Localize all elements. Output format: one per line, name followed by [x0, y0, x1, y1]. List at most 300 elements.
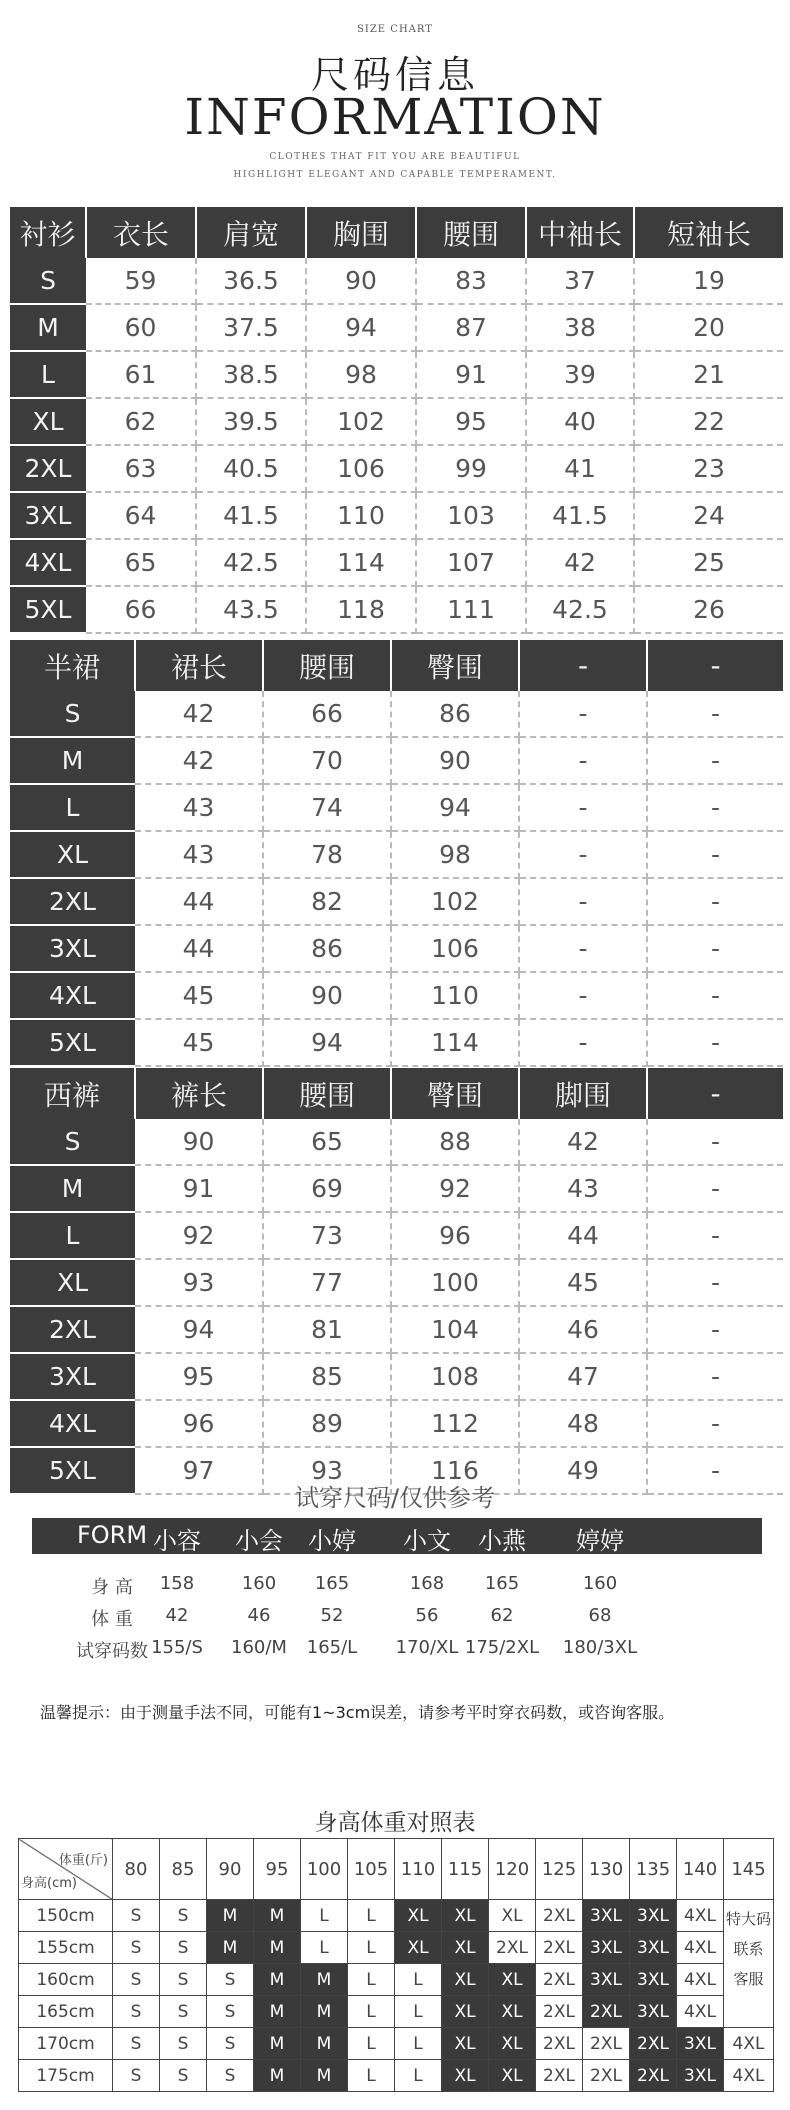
height-row: [19, 1900, 774, 1932]
page-title-en: INFORMATION: [184, 88, 606, 146]
size-cell: 4XL: [677, 1932, 724, 1964]
table-cell: 69: [263, 1165, 391, 1212]
weight-header: 125: [536, 1839, 583, 1900]
weight-header: 120: [489, 1839, 536, 1900]
size-cell: L: [301, 1900, 348, 1932]
size-cell: M: [254, 1996, 301, 2028]
size-label: S: [10, 258, 86, 304]
size-label: M: [10, 304, 86, 351]
table-cell: 94: [263, 1019, 391, 1066]
size-cell: 2XL: [536, 2060, 583, 2092]
table-cell: 40: [526, 398, 634, 445]
try-on-value: 62: [490, 1605, 514, 1626]
contact-service-cell: [724, 1900, 774, 2028]
table-row: [10, 1400, 783, 1447]
size-cell: M: [254, 2028, 301, 2060]
column-header: -: [519, 640, 647, 691]
try-on-header-bar: [32, 1518, 762, 1554]
table-cell: 86: [263, 925, 391, 972]
table-cell: 59: [86, 258, 196, 304]
height-row: [19, 2060, 774, 2092]
height-row: [19, 1964, 774, 1996]
table-row: [10, 539, 783, 586]
size-cell: 2XL: [583, 2060, 630, 2092]
size-cell: S: [113, 1932, 160, 1964]
table-cell: -: [519, 831, 647, 878]
table-cell: -: [647, 1353, 783, 1400]
table-cell: 42: [519, 1119, 647, 1165]
size-label: 5XL: [10, 586, 86, 633]
try-on-value: 68: [588, 1605, 612, 1626]
table-cell: 100: [391, 1259, 519, 1306]
size-cell: 3XL: [583, 1964, 630, 1996]
table-cell: -: [519, 878, 647, 925]
table-row: [10, 351, 783, 398]
table-cell: 70: [263, 737, 391, 784]
size-cell: M: [301, 2028, 348, 2060]
table-cell: 24: [634, 492, 783, 539]
page-title-cn: 尺码信息: [310, 53, 479, 97]
weight-header-row: [19, 1839, 774, 1900]
size-label: 2XL: [10, 445, 86, 492]
size-cell: S: [207, 2060, 254, 2092]
table-cell: 43.5: [196, 586, 306, 633]
table-cell: 74: [263, 784, 391, 831]
table-cell: 92: [135, 1212, 263, 1259]
table-cell: -: [647, 925, 783, 972]
subtitle-line-2: HIGHLIGHT ELEGANT AND CAPABLE TEMPERAMENT.: [233, 170, 557, 180]
size-label: 5XL: [10, 1447, 135, 1494]
height-label: 160cm: [19, 1964, 113, 1996]
weight-header: 105: [348, 1839, 395, 1900]
try-on-value: 165: [314, 1573, 350, 1594]
table-cell: 49: [519, 1447, 647, 1494]
size-label: 3XL: [10, 492, 86, 539]
table-cell: 41.5: [196, 492, 306, 539]
table-cell: 62: [86, 398, 196, 445]
size-cell: 3XL: [630, 1964, 677, 1996]
weight-header: 135: [630, 1839, 677, 1900]
table-row: [10, 925, 783, 972]
height-label: 150cm: [19, 1900, 113, 1932]
table-cell: 43: [135, 831, 263, 878]
weight-header: 145: [724, 1839, 774, 1900]
table-cell: 78: [263, 831, 391, 878]
table-cell: 38: [526, 304, 634, 351]
size-cell: M: [254, 1932, 301, 1964]
weight-header: 110: [395, 1839, 442, 1900]
skirt_table-header-row: [10, 640, 783, 691]
table-cell: 93: [135, 1259, 263, 1306]
size-cell: 4XL: [724, 2060, 774, 2092]
table-cell: 118: [306, 586, 416, 633]
size-cell: L: [348, 2028, 395, 2060]
size-label: XL: [10, 1259, 135, 1306]
size-cell: XL: [442, 1996, 489, 2028]
size-cell: S: [113, 1964, 160, 1996]
table-row: [10, 1259, 783, 1306]
column-header: 短袖长: [634, 207, 783, 258]
size-cell: 2XL: [630, 2028, 677, 2060]
size-label: 3XL: [10, 1353, 135, 1400]
table-cell: 110: [391, 972, 519, 1019]
table-cell: 65: [263, 1119, 391, 1165]
table-cell: 43: [519, 1165, 647, 1212]
size-cell: S: [113, 2060, 160, 2092]
table-cell: 97: [135, 1447, 263, 1494]
size-cell: 2XL: [583, 1996, 630, 2028]
column-header: 腰围: [416, 207, 526, 258]
try-on-row: [32, 1637, 762, 1667]
table-cell: -: [647, 1447, 783, 1494]
height-weight-table: [18, 1838, 774, 2092]
table-cell: -: [519, 972, 647, 1019]
table-cell: 42.5: [196, 539, 306, 586]
table-cell: 45: [135, 972, 263, 1019]
table-cell: 87: [416, 304, 526, 351]
try-on-value: 170/XL: [395, 1637, 459, 1658]
size-cell: L: [395, 2028, 442, 2060]
table-cell: -: [647, 831, 783, 878]
size-cell: S: [160, 2060, 207, 2092]
size-cell: L: [348, 1900, 395, 1932]
table-cell: 77: [263, 1259, 391, 1306]
table-row: [10, 1353, 783, 1400]
size-cell: XL: [489, 1900, 536, 1932]
table-cell: 95: [416, 398, 526, 445]
table-cell: 99: [416, 445, 526, 492]
size-cell: M: [301, 1996, 348, 2028]
height-row: [19, 1932, 774, 1964]
table-row: [10, 831, 783, 878]
table-cell: 26: [634, 586, 783, 633]
size-cell: 2XL: [536, 1900, 583, 1932]
size-cell: XL: [442, 1964, 489, 1996]
column-header: 裙长: [135, 640, 263, 691]
weight-header: 80: [113, 1839, 160, 1900]
table-cell: 82: [263, 878, 391, 925]
size-cell: M: [301, 2060, 348, 2092]
table-cell: -: [519, 691, 647, 737]
try-on-value: 56: [415, 1605, 439, 1626]
table-cell: 94: [306, 304, 416, 351]
table-cell: 40.5: [196, 445, 306, 492]
table-cell: 81: [263, 1306, 391, 1353]
table-cell: 106: [391, 925, 519, 972]
size-cell: M: [254, 1964, 301, 1996]
size-cell: S: [113, 1996, 160, 2028]
size-cell: S: [160, 1996, 207, 2028]
size-cell: L: [301, 1932, 348, 1964]
row-label: 试穿码数: [76, 1641, 148, 1662]
size-cell: S: [160, 1932, 207, 1964]
table-cell: 23: [634, 445, 783, 492]
table-row: [10, 586, 783, 633]
column-header: 中袖长: [526, 207, 634, 258]
table-cell: -: [647, 1259, 783, 1306]
weight-header: 100: [301, 1839, 348, 1900]
table-cell: 37.5: [196, 304, 306, 351]
size-label: L: [10, 351, 86, 398]
size-cell: L: [348, 2060, 395, 2092]
try-on-value: 52: [320, 1605, 344, 1626]
table-cell: 90: [263, 972, 391, 1019]
try-on-value: 175/2XL: [464, 1637, 540, 1658]
size-cell: M: [207, 1900, 254, 1932]
size-cell: S: [160, 2028, 207, 2060]
table-row: [10, 304, 783, 351]
table-cell: 47: [519, 1353, 647, 1400]
table-cell: 46: [519, 1306, 647, 1353]
table-cell: 44: [519, 1212, 647, 1259]
size-label: L: [10, 1212, 135, 1259]
table-cell: 90: [135, 1119, 263, 1165]
column-header: 腰围: [263, 640, 391, 691]
table-cell: 42: [135, 691, 263, 737]
table-cell: -: [647, 972, 783, 1019]
table-cell: 91: [416, 351, 526, 398]
table-cell: 96: [391, 1212, 519, 1259]
table-cell: 114: [391, 1019, 519, 1066]
size-cell: 2XL: [536, 2028, 583, 2060]
size-cell: 3XL: [630, 1996, 677, 2028]
size-cell: L: [395, 1964, 442, 1996]
table-cell: -: [647, 1212, 783, 1259]
table-cell: 90: [306, 258, 416, 304]
model-name: 小燕: [478, 1527, 526, 1555]
weight-header: 95: [254, 1839, 301, 1900]
try-on-row: [32, 1605, 762, 1635]
size-label: XL: [10, 398, 86, 445]
table-cell: 91: [135, 1165, 263, 1212]
table-row: [10, 784, 783, 831]
table-cell: 43: [135, 784, 263, 831]
table-cell: 88: [391, 1119, 519, 1165]
table-cell: 20: [634, 304, 783, 351]
size-cell: M: [301, 1964, 348, 1996]
size-label: 4XL: [10, 539, 86, 586]
size-cell: XL: [395, 1900, 442, 1932]
size-cell: XL: [442, 1932, 489, 1964]
table-cell: -: [647, 1400, 783, 1447]
try-on-value: 158: [159, 1573, 195, 1594]
weight-header: 140: [677, 1839, 724, 1900]
height-axis-label: 身高(cm): [21, 1876, 77, 1891]
table-cell: 93: [263, 1447, 391, 1494]
size-cell: XL: [442, 2028, 489, 2060]
table-cell: -: [519, 737, 647, 784]
weight-axis-label: 体重(斤): [58, 1853, 108, 1868]
form-label: FORM: [76, 1521, 148, 1549]
table-cell: 104: [391, 1306, 519, 1353]
table-cell: 89: [263, 1400, 391, 1447]
table-cell: 108: [391, 1353, 519, 1400]
shirt-size-table: [10, 207, 783, 634]
model-name: 婷婷: [576, 1527, 624, 1555]
skirt-size-table: [10, 640, 783, 1067]
column-header: 臀围: [391, 1068, 519, 1119]
table-cell: 36.5: [196, 258, 306, 304]
weight-header: 130: [583, 1839, 630, 1900]
size-cell: L: [348, 1996, 395, 2028]
size-cell: L: [348, 1932, 395, 1964]
size-cell: 3XL: [630, 1932, 677, 1964]
table-cell: 98: [391, 831, 519, 878]
table-cell: -: [647, 737, 783, 784]
try-on-value: 165: [484, 1573, 520, 1594]
size-cell: 2XL: [630, 2060, 677, 2092]
size-cell: S: [160, 1964, 207, 1996]
table-cell: 38.5: [196, 351, 306, 398]
table-cell: 98: [306, 351, 416, 398]
column-header: 衣长: [86, 207, 196, 258]
try-on-value: 160: [582, 1573, 618, 1594]
model-name: 小文: [403, 1527, 451, 1555]
table-cell: 42: [135, 737, 263, 784]
size-cell: 3XL: [583, 1932, 630, 1964]
table-cell: 19: [634, 258, 783, 304]
size-cell: 3XL: [583, 1900, 630, 1932]
column-header: 腰围: [263, 1068, 391, 1119]
table-cell: 106: [306, 445, 416, 492]
table-row: [10, 878, 783, 925]
model-name: 小容: [153, 1527, 201, 1555]
column-header: 肩宽: [196, 207, 306, 258]
size-cell: 2XL: [583, 2028, 630, 2060]
size-label: 4XL: [10, 1400, 135, 1447]
table-cell: 85: [263, 1353, 391, 1400]
size-cell: 4XL: [677, 1964, 724, 1996]
try-on-value: 165/L: [306, 1637, 358, 1658]
size-cell: 3XL: [677, 2028, 724, 2060]
table-cell: 61: [86, 351, 196, 398]
service-line: 联系: [733, 1940, 764, 1958]
table-cell: -: [647, 1119, 783, 1165]
column-header: -: [647, 1068, 783, 1119]
table-cell: 39: [526, 351, 634, 398]
table-cell: 39.5: [196, 398, 306, 445]
table-cell: -: [647, 1306, 783, 1353]
column-header: -: [647, 640, 783, 691]
table-cell: 44: [135, 925, 263, 972]
size-cell: S: [207, 1964, 254, 1996]
shirt_table-header-row: [10, 207, 783, 258]
try-on-value: 155/S: [151, 1637, 203, 1658]
height-label: 175cm: [19, 2060, 113, 2092]
table-cell: 42: [526, 539, 634, 586]
table-cell: -: [519, 925, 647, 972]
size-cell: L: [348, 1964, 395, 1996]
column-header: 半裙: [10, 640, 135, 691]
size-cell: 2XL: [536, 1932, 583, 1964]
table-cell: 90: [391, 737, 519, 784]
table-cell: 66: [263, 691, 391, 737]
weight-header: 90: [207, 1839, 254, 1900]
table-row: [10, 1119, 783, 1165]
table-cell: 45: [135, 1019, 263, 1066]
column-header: 衬衫: [10, 207, 86, 258]
size-label: M: [10, 737, 135, 784]
size-label: 3XL: [10, 925, 135, 972]
size-label: XL: [10, 831, 135, 878]
size-label: M: [10, 1165, 135, 1212]
size-cell: S: [113, 1900, 160, 1932]
table-cell: -: [647, 784, 783, 831]
size-cell: S: [207, 1996, 254, 2028]
size-cell: XL: [395, 1932, 442, 1964]
table-cell: 65: [86, 539, 196, 586]
table-cell: -: [647, 1165, 783, 1212]
size-label: S: [10, 691, 135, 737]
size-cell: XL: [442, 1900, 489, 1932]
table-cell: 48: [519, 1400, 647, 1447]
size-label: 4XL: [10, 972, 135, 1019]
size-label: 2XL: [10, 1306, 135, 1353]
column-header: 脚围: [519, 1068, 647, 1119]
size-label: 5XL: [10, 1019, 135, 1066]
table-cell: 83: [416, 258, 526, 304]
table-cell: 41.5: [526, 492, 634, 539]
height-row: [19, 1996, 774, 2028]
table-cell: 102: [391, 878, 519, 925]
table-row: [10, 1165, 783, 1212]
size-cell: 3XL: [677, 2060, 724, 2092]
table-row: [10, 258, 783, 304]
table-cell: 92: [391, 1165, 519, 1212]
column-header: 西裤: [10, 1068, 135, 1119]
try-on-title: 试穿尺码/仅供参考: [294, 1484, 496, 1512]
table-cell: 44: [135, 878, 263, 925]
size-chart-label: SIZE CHART: [357, 24, 433, 35]
column-header: 臀围: [391, 640, 519, 691]
table-corner: [19, 1839, 113, 1900]
table-row: [10, 445, 783, 492]
table-row: [10, 737, 783, 784]
table-row: [10, 492, 783, 539]
size-cell: L: [395, 1996, 442, 2028]
size-cell: M: [207, 1932, 254, 1964]
try-on-value: 160/M: [231, 1637, 287, 1658]
table-cell: 103: [416, 492, 526, 539]
size-cell: L: [395, 2060, 442, 2092]
table-cell: 41: [526, 445, 634, 492]
table-cell: 110: [306, 492, 416, 539]
table-cell: 64: [86, 492, 196, 539]
table-cell: 86: [391, 691, 519, 737]
table-cell: 66: [86, 586, 196, 633]
size-cell: 4XL: [677, 1996, 724, 2028]
table-cell: 94: [135, 1306, 263, 1353]
size-label: 2XL: [10, 878, 135, 925]
table-cell: 63: [86, 445, 196, 492]
size-cell: XL: [489, 1996, 536, 2028]
weight-header: 85: [160, 1839, 207, 1900]
row-label: 身 高: [91, 1577, 133, 1598]
size-cell: XL: [489, 2028, 536, 2060]
table-cell: 102: [306, 398, 416, 445]
size-label: L: [10, 784, 135, 831]
height-label: 170cm: [19, 2028, 113, 2060]
table-cell: 114: [306, 539, 416, 586]
size-cell: 3XL: [630, 1900, 677, 1932]
subtitle-line-1: CLOTHES THAT FIT YOU ARE BEAUTIFUL: [269, 152, 521, 162]
size-cell: S: [160, 1900, 207, 1932]
service-line: 客服: [733, 1970, 764, 1988]
column-header: 胸围: [306, 207, 416, 258]
table-row: [10, 398, 783, 445]
table-cell: 95: [135, 1353, 263, 1400]
size-cell: 2XL: [489, 1932, 536, 1964]
